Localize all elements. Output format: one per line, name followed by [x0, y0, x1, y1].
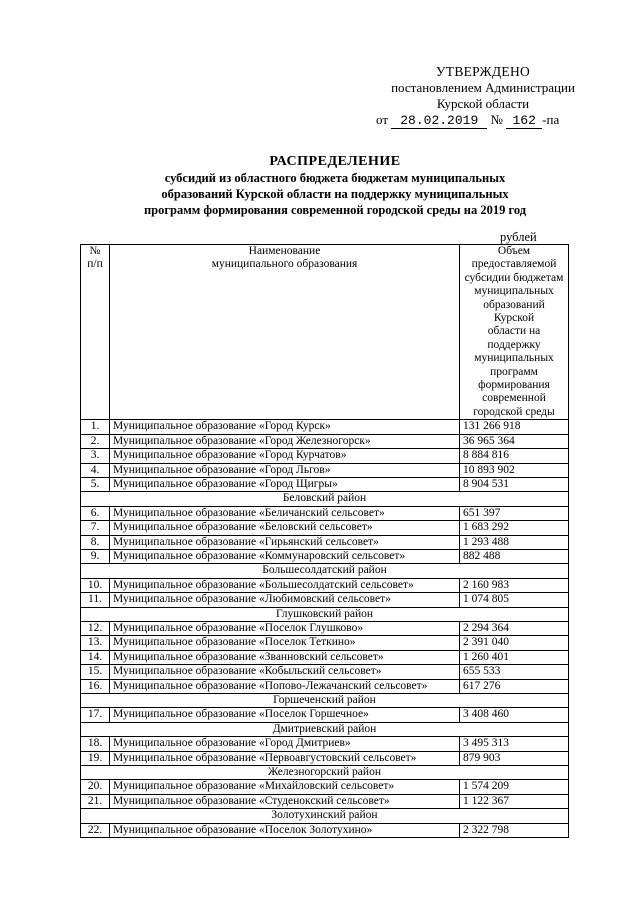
document-heading [70, 154, 600, 218]
row-number: 21. [81, 794, 110, 808]
district-name: Большесолдатский район [81, 564, 569, 578]
row-subsidy-value: 1 122 367 [460, 794, 569, 808]
row-number: 5. [81, 477, 110, 491]
row-municipality: Муниципальное образование «Беловский сельсовет» [110, 521, 460, 535]
row-subsidy-value: 1 074 805 [460, 593, 569, 607]
row-number: 1. [81, 420, 110, 434]
district-name: Дмитриевский район [81, 722, 569, 736]
row-municipality: Муниципальное образование «Город Железногорск» [110, 434, 460, 448]
row-number: 8. [81, 535, 110, 549]
header-name [110, 245, 460, 420]
row-subsidy-value: 10 893 902 [460, 463, 569, 477]
table-row [81, 535, 569, 549]
table-row [81, 636, 569, 650]
approval-line-2: Курской области [436, 96, 530, 111]
table-row [81, 780, 569, 794]
row-subsidy-value: 1 260 401 [460, 650, 569, 664]
table-row [81, 794, 569, 808]
row-number: 4. [81, 463, 110, 477]
row-municipality: Муниципальное образование «Гирьянский сельсовет» [110, 535, 460, 549]
table-row [81, 708, 569, 722]
table-row [81, 650, 569, 664]
row-subsidy-value: 879 903 [460, 751, 569, 765]
row-number: 22. [81, 823, 110, 837]
row-municipality: Муниципальное образование «Поселок Золотухино» [110, 823, 460, 837]
heading-line-2: образований Курской области на поддержку муниципальных [161, 187, 509, 201]
row-subsidy-value: 1 293 488 [460, 535, 569, 549]
approval-title: УТВЕРЖДЕНО [435, 64, 531, 79]
row-subsidy-value: 2 322 798 [460, 823, 569, 837]
approval-number: 162 [506, 114, 542, 129]
row-number: 19. [81, 751, 110, 765]
table-row [81, 621, 569, 635]
row-number: 17. [81, 708, 110, 722]
table-row [81, 434, 569, 448]
district-row [81, 809, 569, 823]
unit-label: рублей [500, 230, 537, 244]
row-number: 9. [81, 549, 110, 563]
row-number: 7. [81, 521, 110, 535]
table-row [81, 549, 569, 563]
row-number: 2. [81, 434, 110, 448]
table-row [81, 679, 569, 693]
district-name: Горшеченский район [81, 694, 569, 708]
row-municipality: Муниципальное образование «Город Льгов» [110, 463, 460, 477]
row-number: 14. [81, 650, 110, 664]
district-row [81, 722, 569, 736]
header-value-text: Объем предоставляемой субсидии бюджетам муниципальных образований Курской области на поддержку муниципальных программ формирования современной городской среды [464, 245, 564, 418]
row-subsidy-value: 2 160 983 [460, 578, 569, 592]
row-municipality: Муниципальное образование «Город Щигры» [110, 477, 460, 491]
row-subsidy-value: 8 884 816 [460, 449, 569, 463]
row-number: 13. [81, 636, 110, 650]
row-municipality: Муниципальное образование «Город Курск» [110, 420, 460, 434]
row-subsidy-value: 8 904 531 [460, 477, 569, 491]
table-row [81, 593, 569, 607]
row-municipality: Муниципальное образование «Михайловский сельсовет» [110, 780, 460, 794]
table-row [81, 521, 569, 535]
row-subsidy-value: 3 495 313 [460, 737, 569, 751]
row-municipality: Муниципальное образование «Любимовский сельсовет» [110, 593, 460, 607]
table-row [81, 665, 569, 679]
table-row [81, 823, 569, 837]
row-municipality: Муниципальное образование «Город Дмитриев» [110, 737, 460, 751]
row-municipality: Муниципальное образование «Поселок Теткино» [110, 636, 460, 650]
document-title: РАСПРЕДЕЛЕНИЕ [269, 154, 401, 169]
header-number [81, 245, 110, 420]
table-header-row [81, 245, 569, 420]
row-municipality: Муниципальное образование «Город Курчатов» [110, 449, 460, 463]
table-row [81, 463, 569, 477]
row-subsidy-value: 131 266 918 [460, 420, 569, 434]
row-number: 20. [81, 780, 110, 794]
approval-date-line [368, 112, 598, 129]
row-number: 6. [81, 506, 110, 520]
row-municipality: Муниципальное образование «Поселок Горшечное» [110, 708, 460, 722]
district-name: Беловский район [81, 492, 569, 506]
table-row [81, 420, 569, 434]
row-municipality: Муниципальное образование «Кобыльский сельсовет» [110, 665, 460, 679]
row-municipality: Муниципальное образование «Коммунаровский сельсовет» [110, 549, 460, 563]
row-number: 18. [81, 737, 110, 751]
row-municipality: Муниципальное образование «Попово-Лежачанский сельсовет» [110, 679, 460, 693]
row-number: 12. [81, 621, 110, 635]
table-row [81, 449, 569, 463]
row-number: 16. [81, 679, 110, 693]
row-municipality: Муниципальное образование «Поселок Глушково» [110, 621, 460, 635]
subsidy-table [80, 244, 569, 838]
table-row [81, 477, 569, 491]
row-municipality: Муниципальное образование «Студенокский сельсовет» [110, 794, 460, 808]
district-row [81, 766, 569, 780]
heading-line-3: программ формирования современной городской среды на 2019 год [143, 203, 527, 217]
row-subsidy-value: 2 294 364 [460, 621, 569, 635]
row-number: 15. [81, 665, 110, 679]
table-row [81, 737, 569, 751]
district-row [81, 564, 569, 578]
number-label: № [490, 112, 503, 127]
district-row [81, 694, 569, 708]
from-label: от [376, 112, 389, 127]
row-subsidy-value: 36 965 364 [460, 434, 569, 448]
row-municipality: Муниципальное образование «Беличанский сельсовет» [110, 506, 460, 520]
row-municipality: Муниципальное образование «Большесолдатский сельсовет» [110, 578, 460, 592]
row-subsidy-value: 1 683 292 [460, 521, 569, 535]
header-number-text: № п/п [87, 245, 103, 271]
row-municipality: Муниципальное образование «Званновский сельсовет» [110, 650, 460, 664]
approval-stamp [368, 64, 598, 129]
header-name-text: Наименование муниципального образования [211, 245, 358, 271]
table-row [81, 751, 569, 765]
row-subsidy-value: 1 574 209 [460, 780, 569, 794]
row-subsidy-value: 3 408 460 [460, 708, 569, 722]
row-municipality: Муниципальное образование «Первоавгустовский сельсовет» [110, 751, 460, 765]
table-row [81, 578, 569, 592]
approval-line-1: постановлением Администрации [391, 80, 575, 95]
district-name: Глушковский район [81, 607, 569, 621]
row-subsidy-value: 882 488 [460, 549, 569, 563]
district-row [81, 492, 569, 506]
row-number: 10. [81, 578, 110, 592]
row-subsidy-value: 655 533 [460, 665, 569, 679]
row-subsidy-value: 617 276 [460, 679, 569, 693]
approval-date: 28.02.2019 [391, 114, 487, 129]
row-subsidy-value: 2 391 040 [460, 636, 569, 650]
district-row [81, 607, 569, 621]
row-subsidy-value: 651 397 [460, 506, 569, 520]
table-row [81, 506, 569, 520]
row-number: 11. [81, 593, 110, 607]
district-name: Золотухинский район [81, 809, 569, 823]
header-value [460, 245, 569, 420]
district-name: Железногорский район [81, 766, 569, 780]
row-number: 3. [81, 449, 110, 463]
number-suffix: -па [542, 112, 560, 127]
heading-line-1: субсидий из областного бюджета бюджетам муниципальных [164, 171, 506, 185]
